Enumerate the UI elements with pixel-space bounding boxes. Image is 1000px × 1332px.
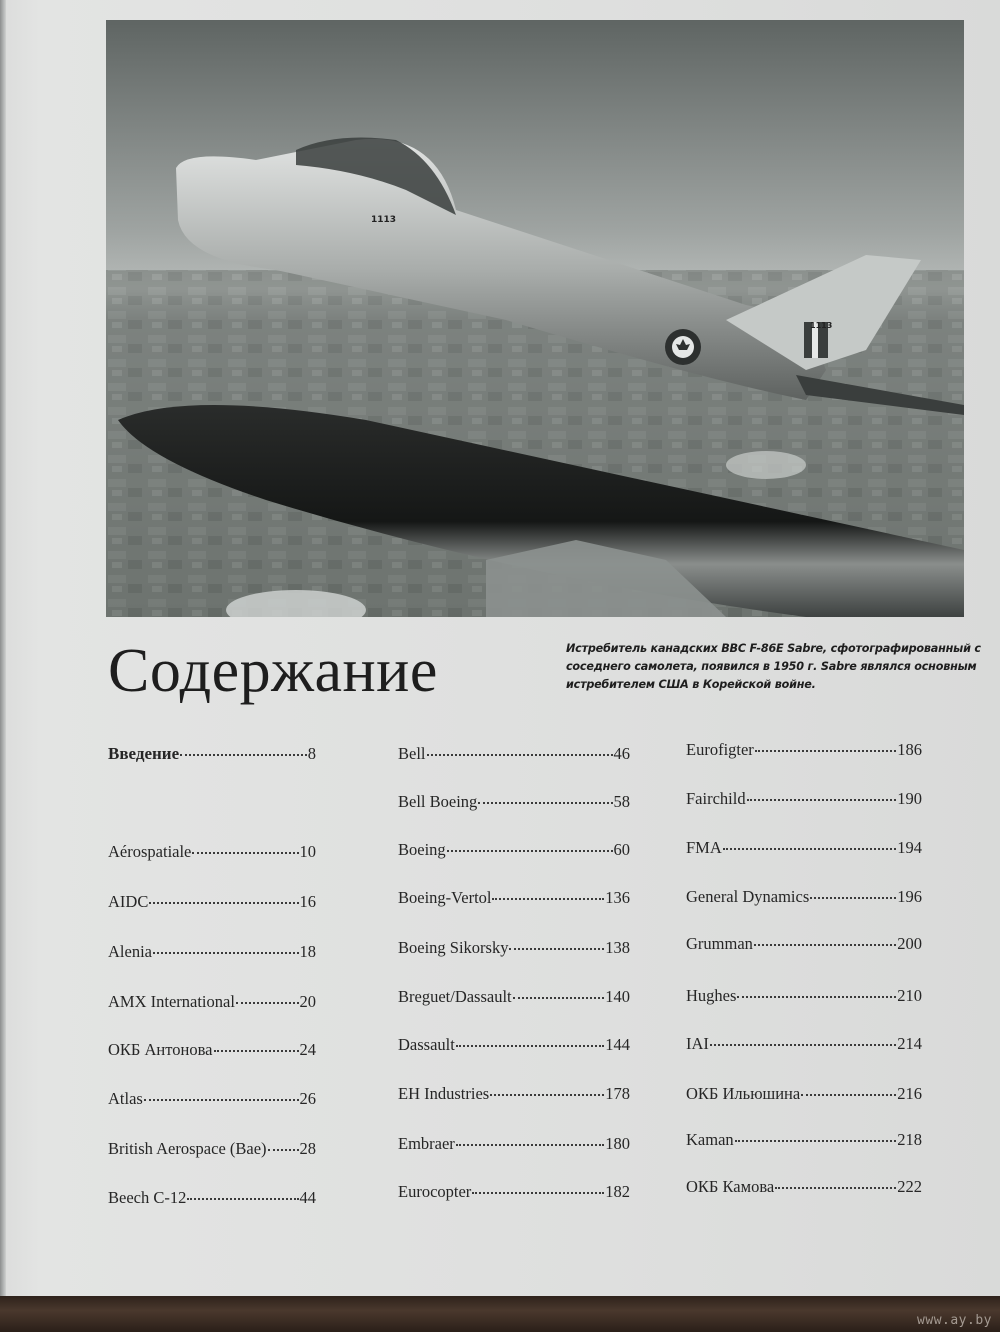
toc-entry-name: Grumman <box>686 934 753 953</box>
toc-entry-page: 8 <box>307 744 316 763</box>
toc-entry-name: Dassault <box>398 1035 455 1054</box>
toc-entry-page: 60 <box>613 840 630 859</box>
leader-dots <box>180 754 307 756</box>
toc-entry-name: ОКБ Ильюшина <box>686 1084 801 1103</box>
toc-entry-name: Breguet/Dassault <box>398 987 512 1006</box>
toc-entry[interactable] <box>398 744 630 764</box>
leader-dots <box>268 1149 299 1151</box>
toc-entry[interactable] <box>686 740 922 760</box>
toc-entry[interactable] <box>686 1034 922 1054</box>
toc-entry[interactable] <box>108 1040 316 1060</box>
toc-entry[interactable] <box>686 1084 922 1104</box>
leader-dots <box>737 996 896 998</box>
toc-entry-name: Boeing-Vertol <box>398 888 492 907</box>
toc-entry[interactable] <box>398 938 630 958</box>
leader-dots <box>735 1140 897 1142</box>
toc-entry[interactable] <box>398 1134 630 1154</box>
leader-dots <box>755 750 896 752</box>
leader-dots <box>509 948 604 950</box>
leader-dots <box>775 1187 896 1189</box>
leader-dots <box>192 852 298 854</box>
toc-entry-name: Alenia <box>108 942 152 961</box>
page-spine <box>0 0 6 1298</box>
toc-entry-page: 182 <box>605 1182 630 1201</box>
leader-dots <box>187 1198 298 1200</box>
toc-entry-page: 10 <box>299 842 316 861</box>
leader-dots <box>447 850 613 852</box>
toc-entry[interactable] <box>398 987 630 1007</box>
toc-entry[interactable] <box>108 892 316 912</box>
toc-entry-page: 46 <box>613 744 630 763</box>
toc-entry-name: Eurocopter <box>398 1182 472 1201</box>
roundel-icon <box>665 329 701 365</box>
toc-entry-name: Bell Boeing <box>398 792 478 811</box>
aircraft-photo <box>106 20 964 617</box>
leader-dots <box>144 1099 299 1101</box>
toc-entry-page: 190 <box>897 789 922 808</box>
page-title: Содержание <box>108 637 438 705</box>
toc-entry-name: Введение <box>108 744 180 763</box>
toc-entry-name: Aérospatiale <box>108 842 192 861</box>
toc-entry[interactable] <box>686 1177 922 1197</box>
toc-entry-name: British Aerospace (Bae) <box>108 1139 267 1158</box>
toc-entry-name: ОКБ Камова <box>686 1177 775 1196</box>
toc-entry[interactable] <box>398 1182 630 1202</box>
toc-entry-page: 222 <box>897 1177 922 1196</box>
leader-dots <box>513 997 605 999</box>
leader-dots <box>214 1050 299 1052</box>
leader-dots <box>490 1094 604 1096</box>
toc-entry-name: Fairchild <box>686 789 746 808</box>
leader-dots <box>710 1044 896 1046</box>
toc-entry-name: General Dynamics <box>686 887 810 906</box>
toc-entry[interactable] <box>686 838 922 858</box>
toc-entry[interactable] <box>398 1084 630 1104</box>
toc-entry-page: 140 <box>605 987 630 1006</box>
toc-entry-name: Atlas <box>108 1089 143 1108</box>
toc-entry[interactable] <box>686 1130 922 1150</box>
leader-dots <box>723 848 896 850</box>
toc-entry-name: FMA <box>686 838 722 857</box>
toc-entry-page: 210 <box>897 986 922 1005</box>
leader-dots <box>427 754 613 756</box>
toc-entry-page: 200 <box>897 934 922 953</box>
f86-sabre-illustration <box>106 20 964 617</box>
leader-dots <box>747 799 897 801</box>
nose-number: 1113 <box>371 215 397 225</box>
toc-entry-page: 186 <box>897 740 922 759</box>
toc-entry[interactable] <box>398 888 630 908</box>
toc-entry-name: Embraer <box>398 1134 455 1153</box>
wooden-table-surface <box>0 1296 1000 1332</box>
toc-entry-page: 218 <box>897 1130 922 1149</box>
toc-entry-name: Beech C-12 <box>108 1188 187 1207</box>
toc-entry-name: AMX International <box>108 992 235 1011</box>
toc-entry[interactable] <box>108 942 316 962</box>
toc-entry-page: 180 <box>605 1134 630 1153</box>
toc-entry[interactable] <box>398 792 630 812</box>
toc-entry[interactable] <box>108 842 316 862</box>
toc-entry[interactable] <box>108 744 316 764</box>
toc-entry-page: 20 <box>299 992 316 1011</box>
toc-entry-name: EH Industries <box>398 1084 490 1103</box>
toc-entry[interactable] <box>686 789 922 809</box>
toc-entry-page: 18 <box>299 942 316 961</box>
toc-entry[interactable] <box>108 992 316 1012</box>
toc-entry-name: Boeing <box>398 840 446 859</box>
leader-dots <box>801 1094 896 1096</box>
toc-entry-page: 138 <box>605 938 630 957</box>
toc-entry-page: 58 <box>613 792 630 811</box>
toc-entry-name: Kaman <box>686 1130 734 1149</box>
leader-dots <box>456 1045 604 1047</box>
toc-entry[interactable] <box>108 1089 316 1109</box>
toc-entry-name: Eurofigter <box>686 740 754 759</box>
toc-entry-name: Bell <box>398 744 426 763</box>
toc-entry[interactable] <box>108 1188 316 1208</box>
toc-entry-page: 44 <box>299 1188 316 1207</box>
toc-entry[interactable] <box>398 840 630 860</box>
toc-entry-name: Hughes <box>686 986 737 1005</box>
toc-entry-page: 178 <box>605 1084 630 1103</box>
leader-dots <box>810 897 896 899</box>
leader-dots <box>456 1144 604 1146</box>
leader-dots <box>472 1192 604 1194</box>
leader-dots <box>153 952 299 954</box>
watermark: www.ay.by <box>917 1313 992 1328</box>
leader-dots <box>236 1002 299 1004</box>
toc-entry-page: 16 <box>299 892 316 911</box>
toc-entry-name: ОКБ Антонова <box>108 1040 213 1059</box>
leader-dots <box>754 944 896 946</box>
toc-entry-page: 26 <box>299 1089 316 1108</box>
leader-dots <box>149 902 298 904</box>
leader-dots <box>492 898 604 900</box>
toc-entry-page: 136 <box>605 888 630 907</box>
toc-entry-name: IAI <box>686 1034 709 1053</box>
toc-entry-page: 214 <box>897 1034 922 1053</box>
toc-entry-page: 28 <box>299 1139 316 1158</box>
toc-entry[interactable] <box>398 1035 630 1055</box>
toc-entry-page: 196 <box>897 887 922 906</box>
photo-caption: Истребитель канадских ВВС F-86E Sabre, сфотографированный с соседнего самолета, появился в 1950 г. Sabre являлся основным истребителем США в Корейской войне. <box>566 642 981 691</box>
leader-dots <box>478 802 612 804</box>
toc-entry-name: Boeing Sikorsky <box>398 938 509 957</box>
toc-entry-name: AIDC <box>108 892 149 911</box>
toc-entry-page: 144 <box>605 1035 630 1054</box>
toc-entry[interactable] <box>108 1139 316 1159</box>
tail-number: 1113 <box>810 321 833 330</box>
toc-entry-page: 194 <box>897 838 922 857</box>
toc-entry[interactable] <box>686 887 922 907</box>
toc-entry-page: 216 <box>897 1084 922 1103</box>
toc-entry[interactable] <box>686 934 922 954</box>
toc-entry-page: 24 <box>299 1040 316 1059</box>
toc-entry[interactable] <box>686 986 922 1006</box>
